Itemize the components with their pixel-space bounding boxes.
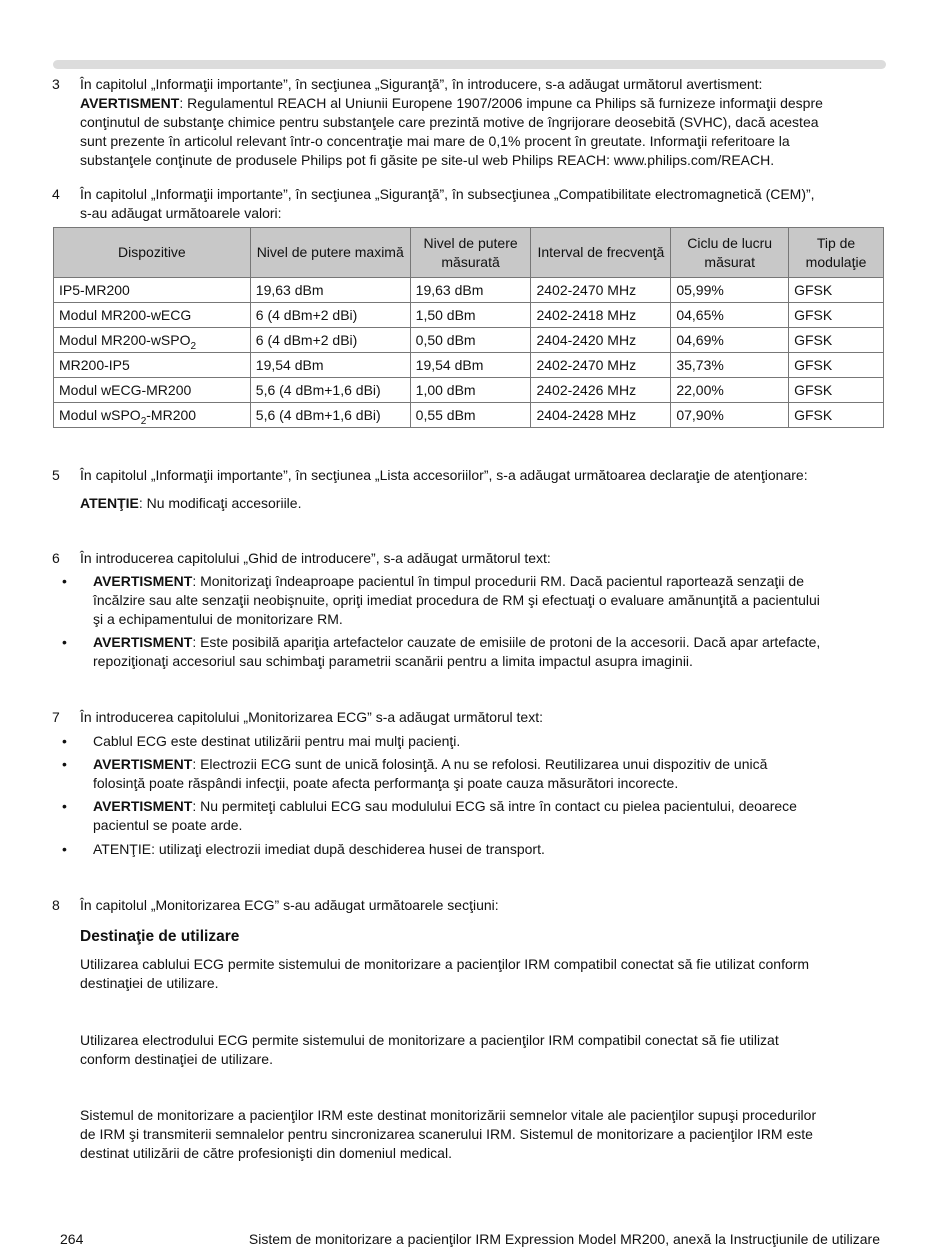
text-segment: sunt prezente în articolul relevant într-o concentraţie mai mare de 0,1% procent în greutate. Informaţii referitoare la bbox=[80, 133, 790, 149]
bullet-item bbox=[93, 572, 820, 629]
paragraph bbox=[80, 955, 809, 993]
text-line bbox=[80, 94, 823, 113]
text-segment: În capitolul „Monitorizarea ECG” s-au adăugat următoarele secţiuni: bbox=[80, 897, 499, 913]
text-segment: ATENŢIE: utilizaţi electrozii imediat după deschiderea husei de transport. bbox=[93, 841, 545, 857]
text-line bbox=[80, 466, 808, 485]
text-line bbox=[80, 204, 815, 223]
text-line bbox=[80, 1050, 779, 1069]
text-line bbox=[93, 572, 820, 591]
table-cell: 2402-2470 MHz bbox=[531, 278, 671, 303]
device-name-part: IP5-MR200 bbox=[59, 282, 130, 298]
text-line bbox=[80, 185, 815, 204]
text-segment: Utilizarea electrodului ECG permite sistemului de monitorizare a pacienţilor IRM compatibil conectat să fie utilizat bbox=[80, 1032, 779, 1048]
table-row bbox=[54, 278, 884, 303]
text-segment: : Nu permiteţi cablului ECG sau modulului ECG să intre în contact cu pielea pacientului, deoarece bbox=[192, 798, 797, 814]
table-cell: 0,55 dBm bbox=[410, 403, 531, 428]
text-line bbox=[93, 797, 797, 816]
numbered-item bbox=[80, 708, 543, 727]
text-line bbox=[80, 151, 823, 170]
bullet-item bbox=[93, 755, 767, 793]
text-segment: folosinţă poate răspândi infecţii, poate afecta performanţa şi poate cauza măsurători incorecte. bbox=[93, 775, 679, 791]
table-cell: 2402-2426 MHz bbox=[531, 378, 671, 403]
text-line bbox=[93, 840, 545, 859]
text-line bbox=[80, 955, 809, 974]
text-line bbox=[80, 132, 823, 151]
table-cell: 5,6 (4 dBm+1,6 dBi) bbox=[250, 403, 410, 428]
column-header: Ciclu de lucru măsurat bbox=[671, 228, 789, 278]
table-cell: GFSK bbox=[789, 303, 884, 328]
text-line bbox=[80, 1144, 816, 1163]
numbered-item bbox=[80, 185, 815, 223]
footer-title: Sistem de monitorizare a pacienţilor IRM Expression Model MR200, anexă la Instrucţiunile de utilizare bbox=[248, 1231, 880, 1247]
numbered-item bbox=[80, 896, 499, 915]
text-line bbox=[80, 974, 809, 993]
numbered-item bbox=[80, 466, 808, 485]
paragraph bbox=[80, 494, 301, 513]
bullet-item bbox=[93, 840, 545, 859]
text-line bbox=[80, 494, 301, 513]
table-cell: 35,73% bbox=[671, 353, 789, 378]
column-header: Nivel de putere măsurată bbox=[410, 228, 531, 278]
emc-values-table bbox=[53, 227, 884, 428]
text-line bbox=[93, 732, 460, 751]
text-line bbox=[80, 896, 499, 915]
paragraph bbox=[80, 1031, 779, 1069]
header-bar bbox=[53, 60, 886, 69]
table-cell: GFSK bbox=[789, 403, 884, 428]
device-name-part: Modul MR200-wECG bbox=[59, 307, 192, 323]
table-cell: 1,50 dBm bbox=[410, 303, 531, 328]
warning-label: AVERTISMENT bbox=[93, 798, 193, 814]
table-cell: 19,63 dBm bbox=[250, 278, 410, 303]
bullet-item bbox=[93, 797, 797, 835]
text-segment: s-au adăugat următoarele valori: bbox=[80, 205, 282, 221]
item-number: 7 bbox=[52, 709, 60, 725]
text-line bbox=[93, 652, 820, 671]
text-segment: conform destinaţiei de utilizare. bbox=[80, 1051, 273, 1067]
numbered-item bbox=[80, 75, 823, 170]
bullet-icon: • bbox=[62, 573, 67, 589]
text-segment: destinat utilizării de către profesionişti din domeniul medical. bbox=[80, 1145, 452, 1161]
text-line bbox=[93, 816, 797, 835]
text-line bbox=[93, 755, 767, 774]
text-segment: de IRM şi transmiterii semnalelor pentru sincronizarea scanerului IRM. Sistemul de monitorizare a pacienţilor IRM este bbox=[80, 1126, 813, 1142]
table-row bbox=[54, 403, 884, 428]
warning-label: AVERTISMENT bbox=[80, 95, 180, 111]
device-cell bbox=[54, 303, 251, 328]
table-cell: 6 (4 dBm+2 dBi) bbox=[250, 303, 410, 328]
warning-label: AVERTISMENT bbox=[93, 634, 193, 650]
section-heading: Destinaţie de utilizare bbox=[80, 928, 240, 945]
table-cell: 07,90% bbox=[671, 403, 789, 428]
bullet-item bbox=[93, 732, 460, 751]
device-name-part: Modul wSPO bbox=[59, 407, 141, 423]
text-segment: : Electrozii ECG sunt de unică folosinţă. A nu se refolosi. Reutilizarea unui dispozitiv de unică bbox=[192, 756, 768, 772]
text-line bbox=[80, 1106, 816, 1125]
text-segment: În capitolul „Informaţii importante”, în secţiunea „Lista accesoriilor”, s-a adăugat următoarea declaraţie de atenţionare: bbox=[80, 467, 808, 483]
table-row bbox=[54, 353, 884, 378]
device-name-part: 2 bbox=[140, 415, 147, 427]
device-name-part: 2 bbox=[190, 340, 197, 352]
text-segment: destinaţiei de utilizare. bbox=[80, 975, 219, 991]
device-cell bbox=[54, 403, 251, 428]
bullet-icon: • bbox=[62, 798, 67, 814]
item-number: 6 bbox=[52, 550, 60, 566]
text-segment: Cablul ECG este destinat utilizării pentru mai mulţi pacienţi. bbox=[93, 733, 461, 749]
device-name-part: Modul MR200-wSPO bbox=[59, 332, 191, 348]
column-header: Dispozitive bbox=[54, 228, 251, 278]
text-segment: : Este posibilă apariţia artefactelor cauzate de emisiile de protoni de la accesorii. Dacă apar artefacte, bbox=[192, 634, 821, 650]
item-number: 5 bbox=[52, 467, 60, 483]
column-header: Interval de frecvenţă bbox=[531, 228, 671, 278]
table-cell: 19,54 dBm bbox=[410, 353, 531, 378]
table-cell: 04,69% bbox=[671, 328, 789, 353]
item-number: 4 bbox=[52, 186, 60, 202]
table-header-row bbox=[54, 228, 884, 278]
text-line bbox=[80, 75, 823, 94]
table-cell: 04,65% bbox=[671, 303, 789, 328]
warning-label: ATENŢIE bbox=[80, 495, 139, 511]
bullet-icon: • bbox=[62, 733, 67, 749]
text-segment: Utilizarea cablului ECG permite sistemului de monitorizare a pacienţilor IRM compatibil conectat să fie utilizat conform bbox=[80, 956, 810, 972]
table-cell: 19,54 dBm bbox=[250, 353, 410, 378]
text-line bbox=[93, 610, 820, 629]
device-name-part: -MR200 bbox=[146, 407, 197, 423]
table-cell: 1,00 dBm bbox=[410, 378, 531, 403]
table-row bbox=[54, 303, 884, 328]
text-segment: În capitolul „Informaţii importante”, în secţiunea „Siguranţă”, în introducere, s-a adăugat următorul avertisment: bbox=[80, 76, 763, 92]
text-segment: În introducerea capitolului „Ghid de introducere”, s-a adăugat următorul text: bbox=[80, 550, 551, 566]
text-segment: : Regulamentul REACH al Uniunii Europene 1907/2006 impune ca Philips să furnizeze informaţii despre bbox=[179, 95, 823, 111]
table-cell: GFSK bbox=[789, 278, 884, 303]
paragraph bbox=[80, 1106, 816, 1163]
text-line bbox=[93, 633, 820, 652]
table-cell: 2402-2470 MHz bbox=[531, 353, 671, 378]
device-cell bbox=[54, 353, 251, 378]
table-row bbox=[54, 328, 884, 353]
table-cell: 6 (4 dBm+2 dBi) bbox=[250, 328, 410, 353]
bullet-icon: • bbox=[62, 634, 67, 650]
text-segment: Sistemul de monitorizare a pacienţilor IRM este destinat monitorizării semnelor vitale ale pacienţilor supuşi procedurilor bbox=[80, 1107, 817, 1123]
bullet-icon: • bbox=[62, 756, 67, 772]
text-segment: încălzire sau alte senzaţii neobişnuite, opriţi imediat procedura de RM şi efectuaţi o evaluare amănunţită a pacientului bbox=[93, 592, 820, 608]
text-line bbox=[93, 774, 767, 793]
device-cell bbox=[54, 328, 251, 353]
text-segment: În capitolul „Informaţii importante”, în secţiunea „Siguranţă”, în subsecţiunea „Compatibilitate electromagnetică (CEM)”, bbox=[80, 186, 815, 202]
table-cell: 05,99% bbox=[671, 278, 789, 303]
warning-label: AVERTISMENT bbox=[93, 573, 193, 589]
table-cell: GFSK bbox=[789, 378, 884, 403]
item-number: 8 bbox=[52, 897, 60, 913]
device-cell bbox=[54, 378, 251, 403]
bullet-icon: • bbox=[62, 841, 67, 857]
table-cell: 19,63 dBm bbox=[410, 278, 531, 303]
page-number: 264 bbox=[60, 1231, 84, 1247]
table-cell: 22,00% bbox=[671, 378, 789, 403]
text-segment: : Monitorizaţi îndeaproape pacientul în timpul procedurii RM. Dacă pacientul raportează senzaţii de bbox=[192, 573, 804, 589]
table-cell: 5,6 (4 dBm+1,6 dBi) bbox=[250, 378, 410, 403]
text-line bbox=[80, 708, 543, 727]
text-segment: conţinutul de substanţe chimice pentru substanţele care prezintă motive de îngrijorare deosebită (SVHC), dacă acestea bbox=[80, 114, 819, 130]
column-header: Tip de modulaţie bbox=[789, 228, 884, 278]
table-row bbox=[54, 378, 884, 403]
device-name-part: MR200-IP5 bbox=[59, 357, 130, 373]
numbered-item bbox=[80, 549, 551, 568]
table-cell: 2402-2418 MHz bbox=[531, 303, 671, 328]
text-segment: : Nu modificaţi accesoriile. bbox=[138, 495, 302, 511]
text-line bbox=[93, 591, 820, 610]
text-line bbox=[80, 1125, 816, 1144]
text-segment: În introducerea capitolului „Monitorizarea ECG” s-a adăugat următorul text: bbox=[80, 709, 543, 725]
table-cell: GFSK bbox=[789, 328, 884, 353]
bullet-item bbox=[93, 633, 820, 671]
table-cell: 2404-2420 MHz bbox=[531, 328, 671, 353]
device-cell bbox=[54, 278, 251, 303]
text-line bbox=[80, 113, 823, 132]
item-number: 3 bbox=[52, 76, 60, 92]
text-line bbox=[80, 549, 551, 568]
warning-label: AVERTISMENT bbox=[93, 756, 193, 772]
text-segment: şi a echipamentului de monitorizare RM. bbox=[93, 611, 343, 627]
table-cell: 2404-2428 MHz bbox=[531, 403, 671, 428]
device-name-part: Modul wECG-MR200 bbox=[59, 382, 192, 398]
column-header: Nivel de putere maximă bbox=[250, 228, 410, 278]
table-cell: GFSK bbox=[789, 353, 884, 378]
text-segment: repoziţionaţi accesoriul sau schimbaţi parametrii scanării pentru a limita impactul asupra imaginii. bbox=[93, 653, 693, 669]
text-segment: substanţele conţinute de produsele Philips pot fi găsite pe site-ul web Philips REACH: www.philips.com/REACH. bbox=[80, 152, 775, 168]
text-segment: pacientul se poate arde. bbox=[93, 817, 243, 833]
text-line bbox=[80, 1031, 779, 1050]
table-cell: 0,50 dBm bbox=[410, 328, 531, 353]
